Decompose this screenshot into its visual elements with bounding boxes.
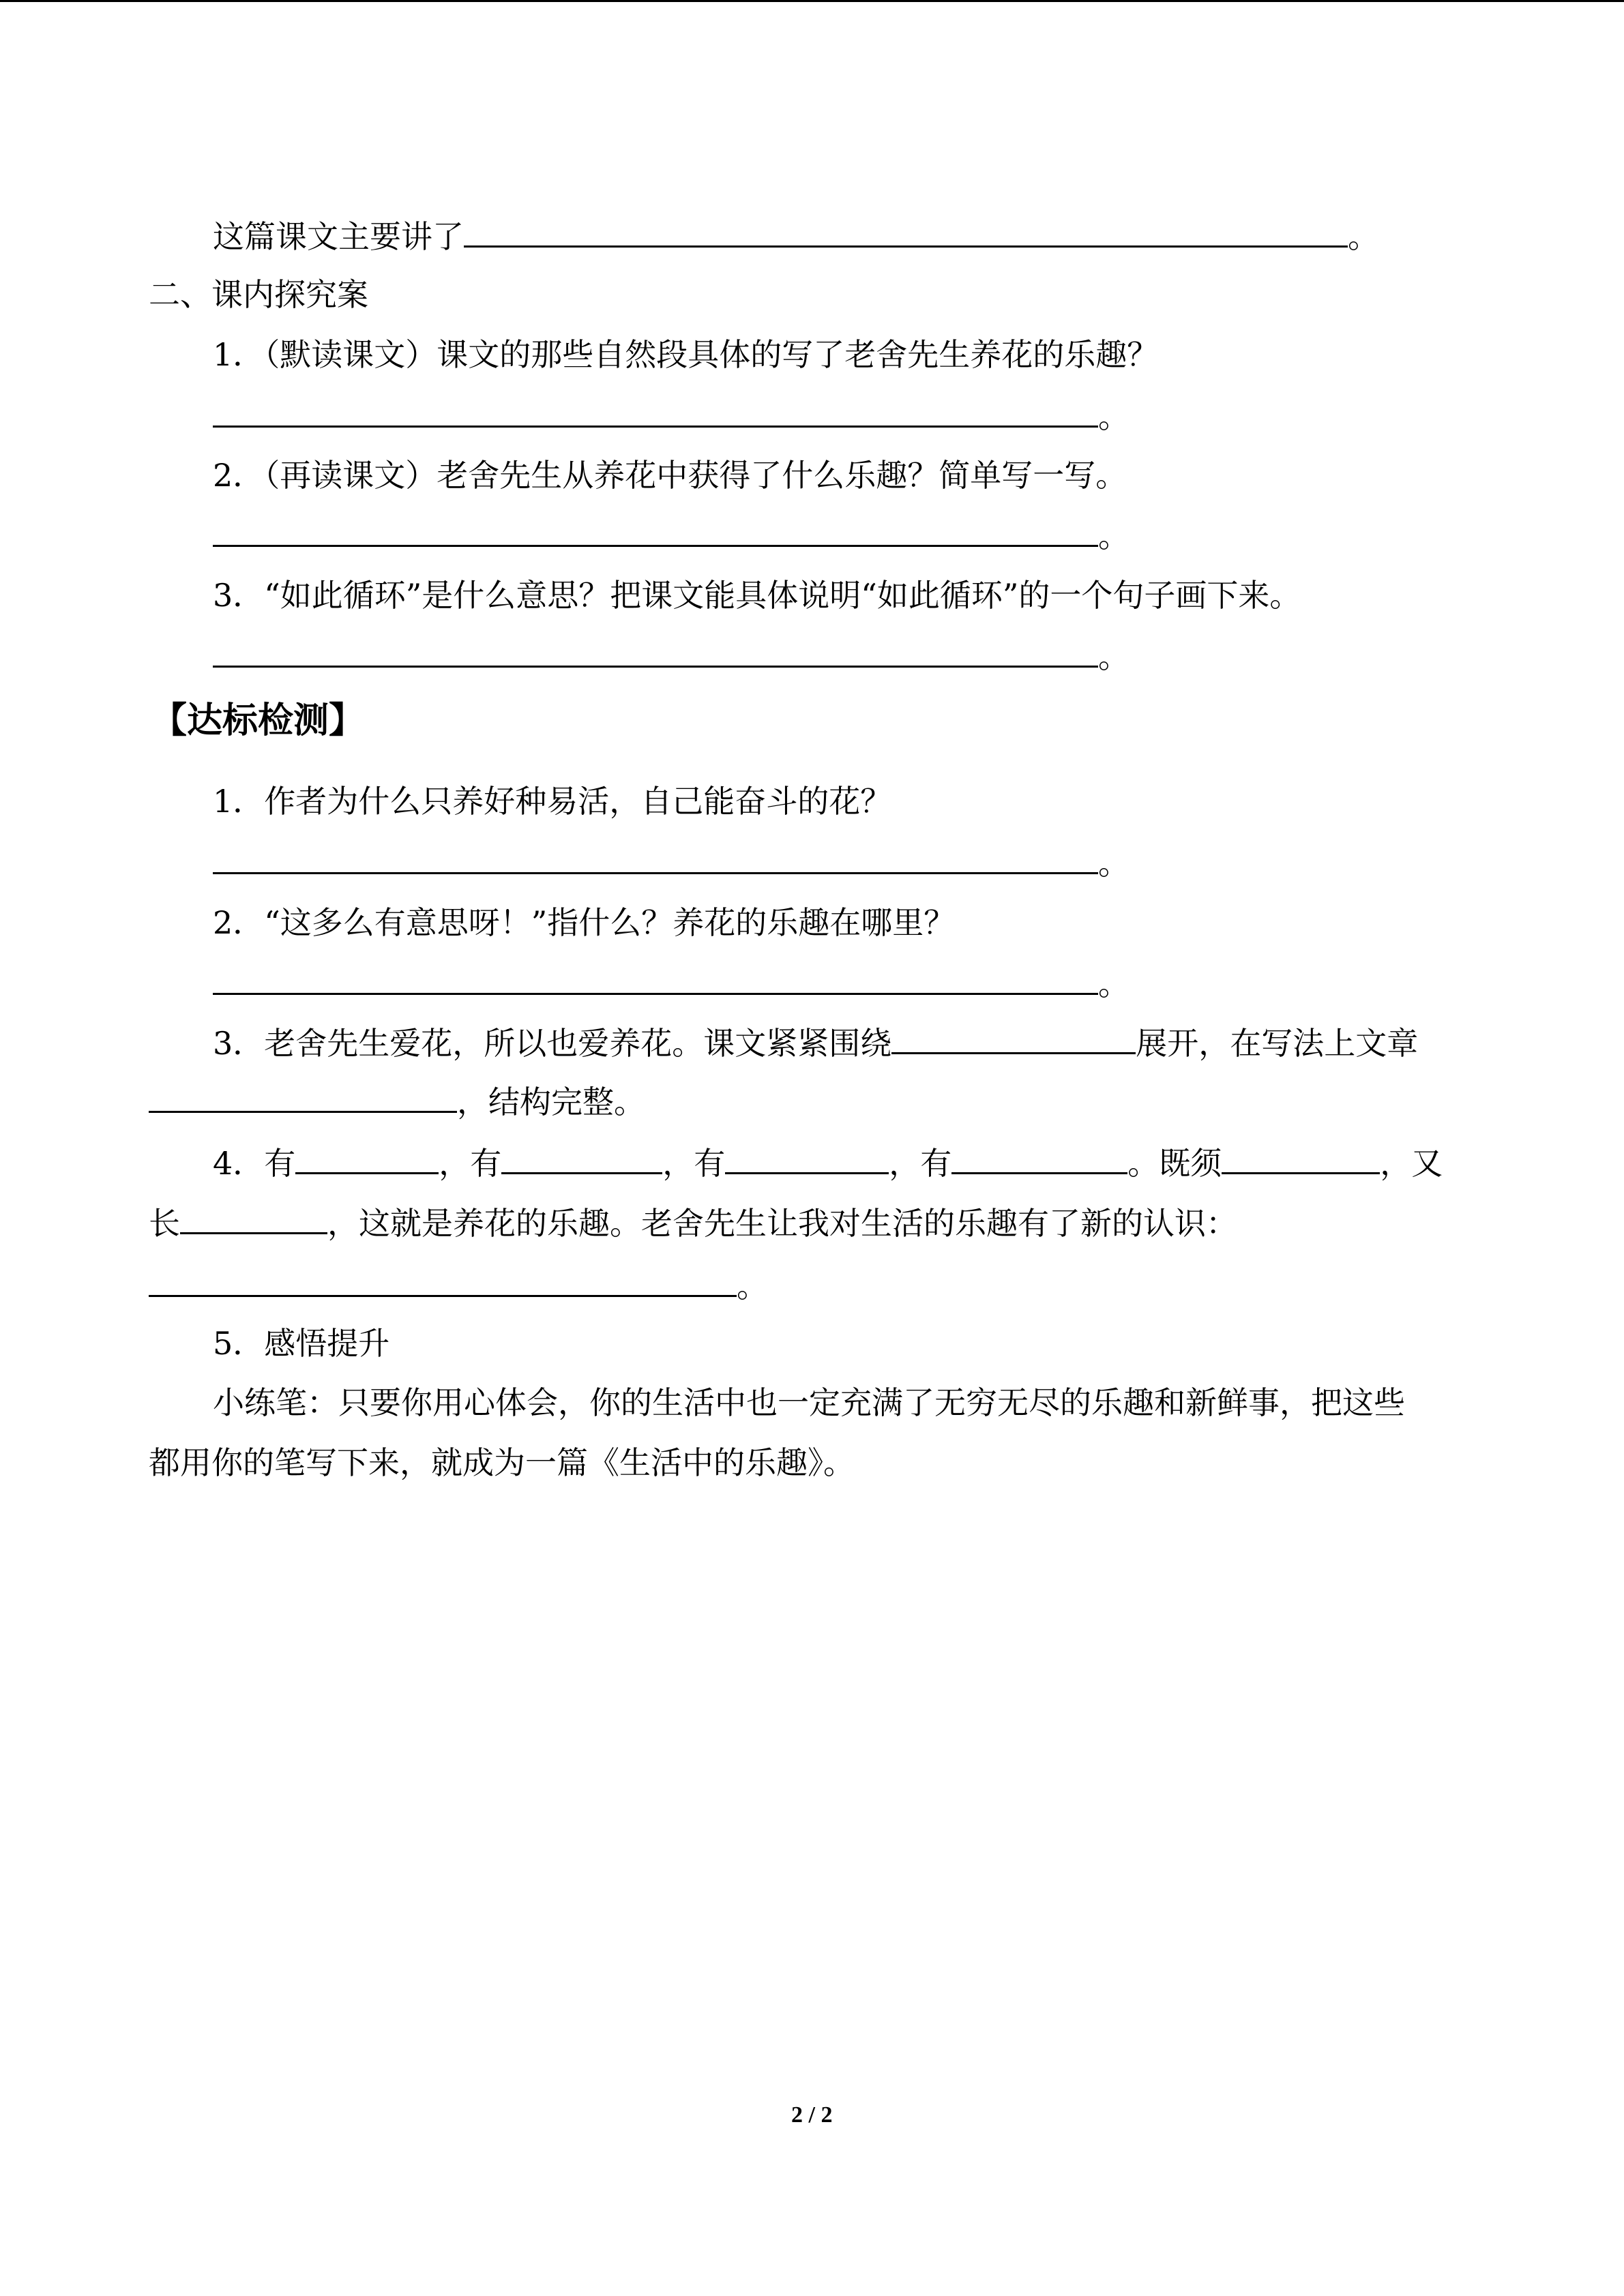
summary-prompt-label: 这篇课文主要讲了 <box>213 218 464 255</box>
practice-line-1: 小练笔：只要你用心体会，你的生活中也一定充满了无穷无尽的乐趣和新鲜事，把这些 <box>213 1384 1405 1421</box>
answer-line-q1 <box>213 396 1130 437</box>
check-question-3-line2 <box>149 1081 645 1122</box>
q4-blank-7[interactable] <box>149 1265 737 1297</box>
check-question-2: 2．“这多么有意思呀！”指什么？养花的乐趣在哪里？ <box>213 904 956 941</box>
q4-tail: ，这就是养花的乐趣。老舍先生让我对生活的乐趣有了新的认识： <box>327 1205 1237 1242</box>
check-answer-line-2 <box>213 963 1130 1004</box>
check-answer-blank-2[interactable] <box>213 963 1098 995</box>
check-question-1: 1．作者为什么只养好种易活，自己能奋斗的花？ <box>213 783 892 820</box>
answer-blank-q3[interactable] <box>213 636 1098 668</box>
period: 。 <box>737 1268 768 1304</box>
question-1: 1．（默读课文）课文的那些自然段具体的写了老舍先生养花的乐趣？ <box>213 336 1159 373</box>
practice-line-2: 都用你的笔写下来，就成为一篇《生活中的乐趣》。 <box>149 1444 855 1481</box>
q4-comma-you: ，有 <box>889 1145 952 1182</box>
theme-blank[interactable] <box>891 1022 1136 1054</box>
answer-line-q3 <box>213 636 1130 677</box>
check-answer-blank-1[interactable] <box>213 842 1098 874</box>
period: 。 <box>1098 966 1130 1002</box>
check-question-3 <box>213 1022 1418 1064</box>
section-two-heading: 二、课内探究案 <box>149 276 368 313</box>
q4-lead: 4．有 <box>213 1145 296 1182</box>
period: 。 <box>1098 845 1130 882</box>
q4-jixu: 。既须 <box>1127 1145 1222 1182</box>
q4-comma-you: ，有 <box>662 1145 726 1182</box>
check-section-title: 【达标检测】 <box>151 700 365 741</box>
q4-blank-6[interactable] <box>180 1202 327 1234</box>
answer-blank-q1[interactable] <box>213 396 1098 428</box>
q4-blank-3[interactable] <box>725 1142 889 1174</box>
answer-blank-q2[interactable] <box>213 515 1098 547</box>
question-3: 3．“如此循环”是什么意思？把课文能具体说明“如此循环”的一个句子画下来。 <box>213 577 1301 614</box>
check-question-3-part1: 3．老舍先生爱花，所以也爱养花。课文紧紧围绕 <box>213 1025 892 1062</box>
check-question-4 <box>213 1142 1443 1184</box>
check-question-3-part2: 展开，在写法上文章 <box>1136 1025 1419 1062</box>
q4-blank-4[interactable] <box>951 1142 1127 1174</box>
period: 。 <box>1348 218 1379 255</box>
check-question-4-line3 <box>149 1265 768 1307</box>
period: 。 <box>1098 638 1130 675</box>
writing-style-blank[interactable] <box>149 1081 457 1113</box>
question-2: 2．（再读课文）老舍先生从养花中获得了什么乐趣？简单写一写。 <box>213 457 1127 494</box>
check-question-4-line2 <box>149 1202 1237 1244</box>
q4-you: ，又 <box>1380 1145 1443 1182</box>
period: 。 <box>1098 398 1130 435</box>
answer-line-q2 <box>213 515 1130 556</box>
q4-blank-2[interactable] <box>501 1142 662 1174</box>
check-question-3-part3: ，结构完整。 <box>457 1084 645 1120</box>
page-number: 2 / 2 <box>791 2102 833 2128</box>
q4-comma-you: ，有 <box>439 1145 502 1182</box>
q4-blank-1[interactable] <box>295 1142 439 1174</box>
check-question-5: 5．感悟提升 <box>213 1325 390 1362</box>
summary-answer-blank[interactable] <box>464 215 1348 248</box>
check-answer-line-1 <box>213 842 1130 884</box>
q4-blank-5[interactable] <box>1222 1142 1380 1174</box>
q4-chang: 长 <box>149 1205 180 1242</box>
summary-prompt-line <box>213 215 1379 257</box>
page-top-border <box>0 0 1624 2</box>
period: 。 <box>1098 518 1130 554</box>
